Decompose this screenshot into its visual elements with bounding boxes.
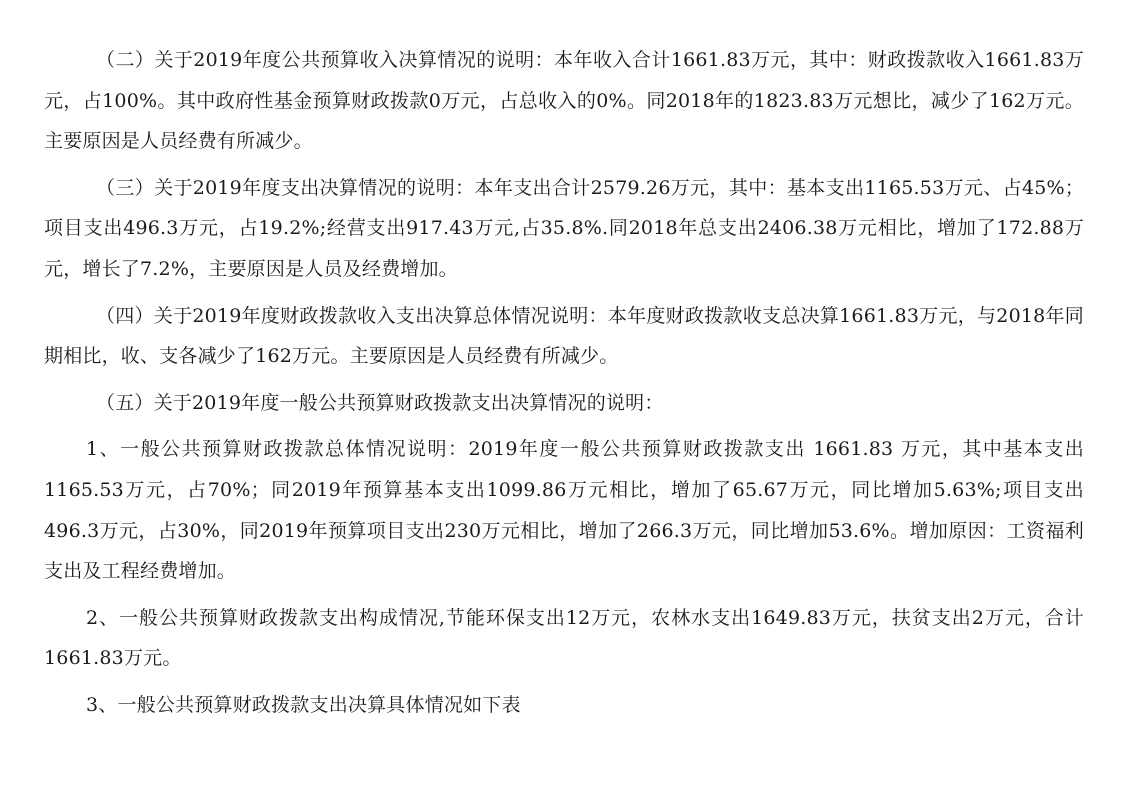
paragraph-item-1-overall: 1、一般公共预算财政拨款总体情况说明：2019年度一般公共预算财政拨款支出 1661.83 万元，其中基本支出 1165.53万元，占70%；同2019年预算基本支出1099.86万元相比，增加了65.67万元，同比增加5.63%;项目支出496.3万元，占30%，同2019年预算项目支出230万元相比，增加了266.3万元，同比增加53.6%。增加原因：工资福利支出及工程经费增加。	[44, 438, 1084, 583]
paragraph-item-2-composition: 2、一般公共预算财政拨款支出构成情况,节能环保支出12万元，农林水支出1649.83万元，扶贫支出2万元，合计1661.83万元。	[44, 606, 1084, 670]
paragraph-item-3-details: 3、一般公共预算财政拨款支出决算具体情况如下表	[86, 693, 521, 716]
paragraph-general-budget-heading: （五）关于2019年度一般公共预算财政拨款支出决算情况的说明：	[96, 391, 664, 414]
paragraph-expenditure-final-accounts: （三）关于2019年度支出决算情况的说明：本年支出合计2579.26万元，其中：基本支出1165.53万元、占45%；项目支出496.3万元，占19.2%;经营支出917.43万元,占35.8%.同2018年总支出2406.38万元相比，增加了172.88万元，增长了7.2%，主要原因是人员及经费增加。	[44, 176, 1084, 280]
paragraph-public-budget-income: （二）关于2019年度公共预算收入决算情况的说明：本年收入合计1661.83万元，其中：财政拨款收入1661.83万元，占100%。其中政府性基金预算财政拨款0万元，占总收入的0%。同2018年的1823.83万元想比，减少了162万元。主要原因是人员经费有所减少。	[44, 49, 1084, 153]
paragraph-fiscal-appropriation-overall: （四）关于2019年度财政拨款收入支出决算总体情况说明：本年度财政拨款收支总决算1661.83万元，与2018年同期相比，收、支各减少了162万元。主要原因是人员经费有所减少。	[44, 304, 1084, 368]
document-body	[44, 40, 1084, 732]
